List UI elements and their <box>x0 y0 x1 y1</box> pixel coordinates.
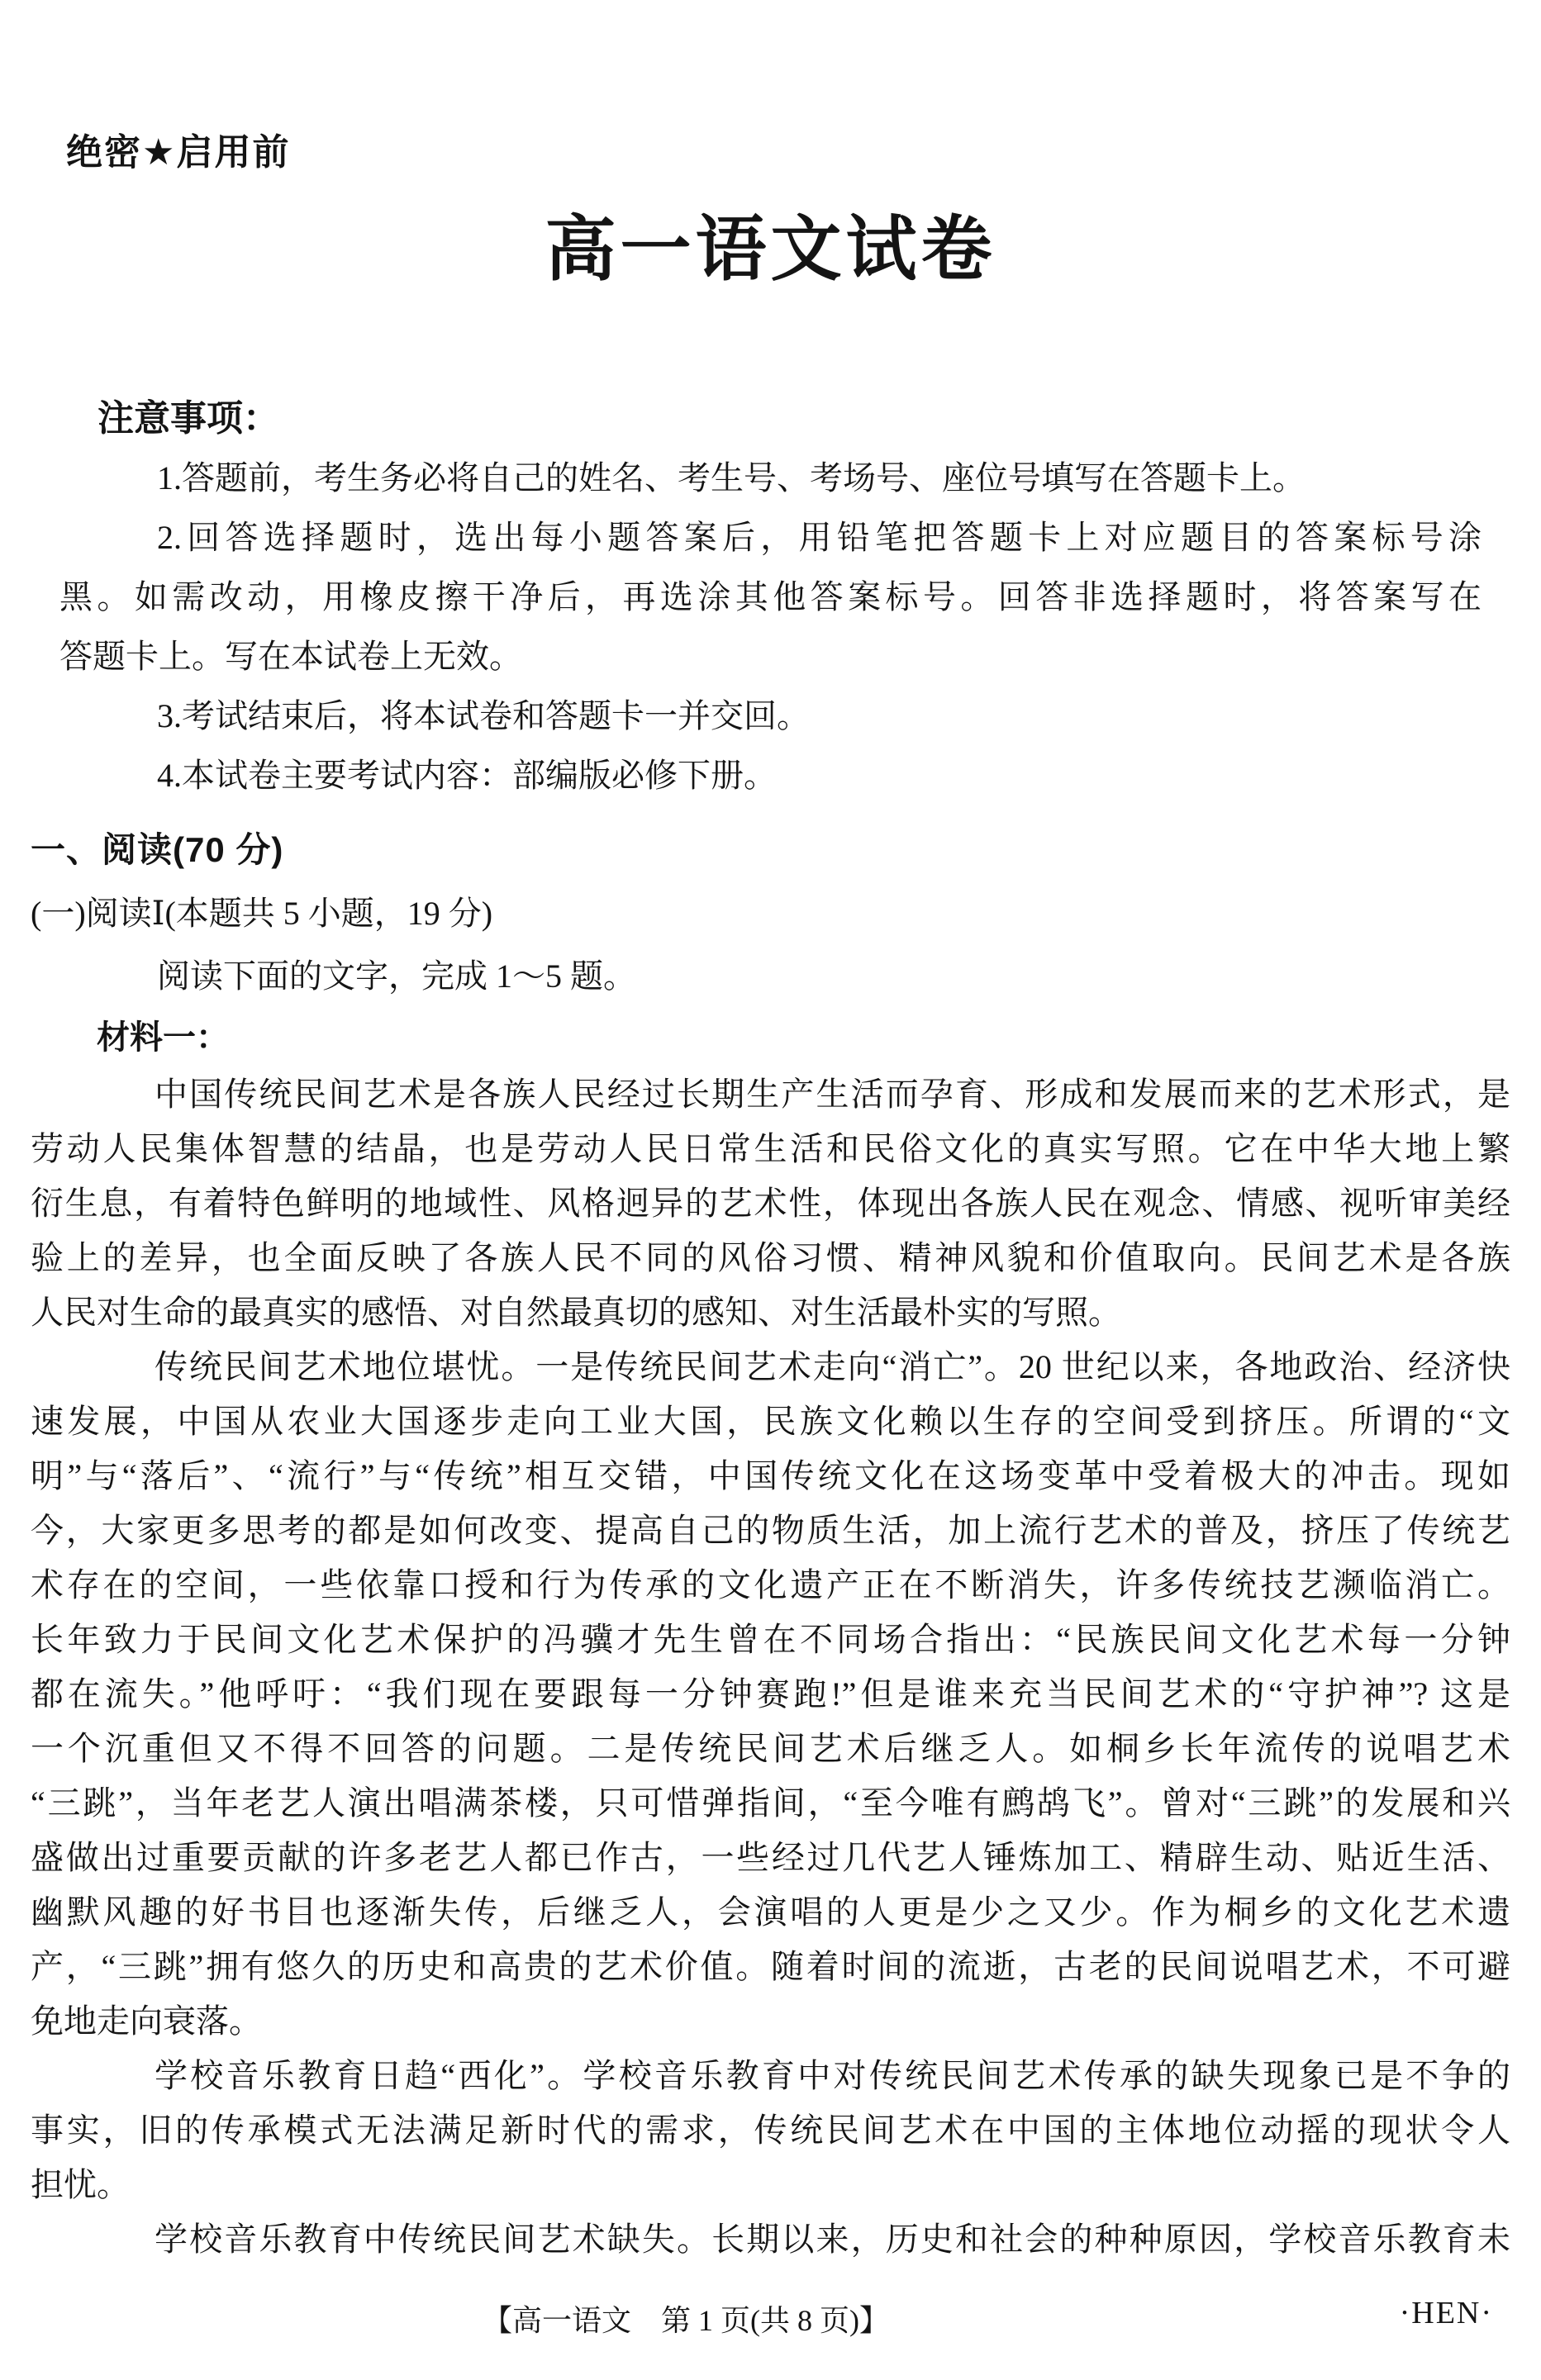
text-line: 一个沉重但又不得不回答的问题。二是传统民间艺术后继乏人。如桐乡长年流传的说唱艺术 <box>31 1730 1510 1767</box>
text-line: 速发展，中国从农业大国逐步走向工业大国，民族文化赖以生存的空间受到挤压。所谓的“文 <box>31 1403 1510 1440</box>
text-line: 1.答题前，考生务必将自己的姓名、考生号、考场号、座位号填写在答题卡上。 <box>157 459 1306 496</box>
part-one-heading: (一)阅读Ⅰ(本题共 5 小题，19 分) <box>31 895 493 932</box>
text-line: 3.考试结束后，将本试卷和答题卡一并交回。 <box>157 697 810 734</box>
notice-heading: 注意事项： <box>98 398 279 439</box>
text-line: 劳动人民集体智慧的结晶，也是劳动人民日常生活和民俗文化的真实写照。它在中华大地上繁 <box>31 1130 1510 1167</box>
text-line: 明”与“落后”、“流行”与“传统”相互交错，中国传统文化在这场变革中受着极大的冲击。现如 <box>31 1457 1510 1494</box>
text-line: 学校音乐教育日趋“西化”。学校音乐教育中对传统民间艺术传承的缺失现象已是不争的 <box>155 2057 1510 2094</box>
text-line: 今，大家更多思考的都是如何改变、提高自己的物质生活，加上流行艺术的普及，挤压了传统艺 <box>31 1512 1510 1549</box>
text-line: 幽默风趣的好书目也逐渐失传，后继乏人，会演唱的人更是少之又少。作为桐乡的文化艺术遗 <box>31 1893 1510 1931</box>
material-one-text <box>31 1067 1510 2267</box>
footer-page-number: 【高一语文 第 1 页(共 8 页)】 <box>483 2304 889 2337</box>
text-line: “三跳”，当年老艺人演出唱满茶楼，只可惜弹指间，“至今唯有鹧鸪飞”。曾对“三跳”的发展和兴 <box>31 1784 1510 1822</box>
text-line: 答题卡上。写在本试卷上无效。 <box>59 638 522 675</box>
section-one-heading: 一、阅读(70 分) <box>31 830 284 869</box>
text-line: 中国传统民间艺术是各族人民经过长期生产生活而孕育、形成和发展而来的艺术形式，是 <box>155 1076 1510 1113</box>
notice-text <box>59 449 1482 805</box>
material-one-label: 材料一： <box>97 1019 229 1056</box>
text-line: 盛做出过重要贡献的许多老艺人都已作古，一些经过几代艺人锤炼加工、精辟生动、贴近生活、 <box>31 1839 1510 1876</box>
text-line: 学校音乐教育中传统民间艺术缺失。长期以来，历史和社会的种种原因，学校音乐教育未 <box>155 2221 1510 2258</box>
security-label: 绝密★启用前 <box>66 132 291 173</box>
text-line: 衍生息，有着特色鲜明的地域性、风格迥异的艺术性，体现出各族人民在观念、情感、视听审美经 <box>31 1185 1510 1222</box>
text-line: 担忧。 <box>31 2166 130 2203</box>
text-line: 产，“三跳”拥有悠久的历史和高贵的艺术价值。随着时间的流逝，古老的民间说唱艺术，不可避 <box>31 1948 1510 1985</box>
footer-paper-code: ·HEN· <box>1399 2296 1493 2330</box>
text-line: 验上的差异，也全面反映了各族人民不同的风俗习惯、精神风貌和价值取向。民间艺术是各族 <box>31 1239 1510 1276</box>
text-line: 传统民间艺术地位堪忧。一是传统民间艺术走向“消亡”。20 世纪以来，各地政治、经济快 <box>155 1348 1510 1385</box>
text-line: 事实，旧的传承模式无法满足新时代的需求，传统民间艺术在中国的主体地位动摇的现状令人 <box>31 2112 1510 2149</box>
page-title: 高一语文试卷 <box>545 210 996 289</box>
text-line: 4.本试卷主要考试内容：部编版必修下册。 <box>157 757 777 794</box>
text-line: 免地走向衰落。 <box>31 2002 262 2040</box>
text-line: 都在流失。”他呼吁：“我们现在要跟每一分钟赛跑!”但是谁来充当民间艺术的“守护神”? 这是 <box>31 1675 1510 1713</box>
text-line: 2.回答选择题时，选出每小题答案后，用铅笔把答题卡上对应题目的答案标号涂 <box>157 519 1482 556</box>
text-line: 黑。如需改动，用橡皮擦干净后，再选涂其他答案标号。回答非选择题时，将答案写在 <box>59 578 1482 615</box>
text-line: 长年致力于民间文化艺术保护的冯骥才先生曾在不同场合指出：“民族民间文化艺术每一分钟 <box>31 1621 1510 1658</box>
reading-instruction: 阅读下面的文字，完成 1～5 题。 <box>157 957 636 995</box>
text-line: 人民对生命的最真实的感悟、对自然最真切的感知、对生活最朴实的写照。 <box>31 1294 1121 1331</box>
text-line: 术存在的空间，一些依靠口授和行为传承的文化遗产正在不断消失，许多传统技艺濒临消亡。 <box>31 1566 1510 1603</box>
